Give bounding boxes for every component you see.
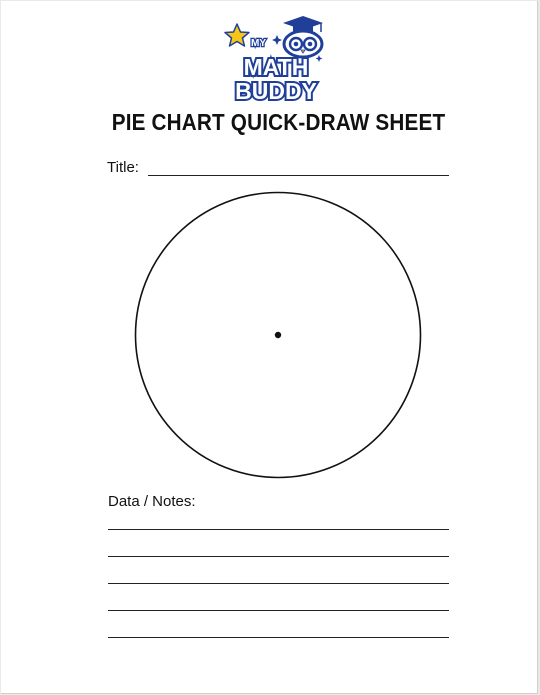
notes-line (108, 529, 449, 530)
my-math-buddy-logo (221, 13, 331, 105)
logo-buddy-text: BUDDY (235, 78, 317, 104)
notes-label: Data / Notes: (108, 493, 196, 510)
notes-line (108, 610, 449, 611)
logo-my-text: MY (251, 38, 266, 49)
notes-line (108, 583, 449, 584)
page-title: PIE CHART QUICK-DRAW SHEET (111, 109, 446, 135)
notes-line (108, 556, 449, 557)
logo-math-text: MATH (243, 54, 309, 80)
sparkle-icon (272, 35, 282, 45)
worksheet-page (1, 1, 538, 694)
title-label: Title: (107, 159, 139, 176)
blank-pie-circle (134, 191, 422, 479)
title-write-line (148, 175, 449, 176)
sparkle-icon (316, 55, 323, 62)
pie-center-dot (275, 332, 281, 338)
title-field (107, 159, 449, 179)
notes-line (108, 637, 449, 638)
star-icon (225, 24, 249, 46)
